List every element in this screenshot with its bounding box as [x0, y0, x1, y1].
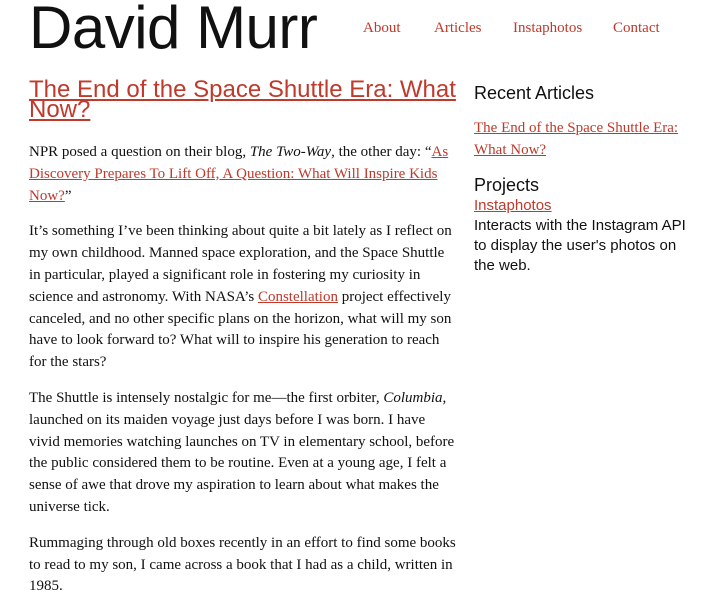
article-paragraph-4 — [29, 533, 459, 598]
p2-text-a: It’s something I’ve been thinking about quite a bit lately as I reflect on my own childhood. Manned space exploration, and the Space Shuttle in particular, played a significant role in fostering my curiosity in science and astronomy. With NASA’s — [29, 223, 452, 305]
npr-article-link[interactable]: As Discovery Prepares To Lift Off, A Question: What Will Inspire Kids Now? — [29, 144, 449, 204]
nav-about[interactable]: About — [363, 20, 401, 36]
p2-text-b: project effectively canceled, and no other specific plans on the horizon, what will my son have to look forward to? What will to inspire his generation to reach for the stars? — [29, 288, 452, 371]
projects-heading: Projects — [474, 174, 540, 195]
nav-instaphotos[interactable]: Instaphotos — [513, 20, 583, 36]
p1-blog-name: The Two-Way — [249, 144, 332, 160]
project-description: Interacts with the Instagram API to display the user's photos on the web. — [474, 216, 686, 274]
nav-articles[interactable]: Articles — [434, 20, 482, 36]
p3-columbia: Columbia — [383, 389, 443, 406]
p3-text-a: The Shuttle is intensely nostalgic for me—the first orbiter, — [29, 389, 384, 406]
recent-article-link[interactable]: The End of the Space Shuttle Era: What Now? — [474, 120, 679, 158]
nav-contact[interactable]: Contact — [613, 20, 660, 36]
article-paragraph-3 — [29, 388, 459, 519]
recent-articles-heading: Recent Articles — [474, 83, 595, 103]
p1-text-a: NPR posed a question on their blog, — [29, 144, 250, 160]
site-title[interactable]: David Murr — [29, 0, 318, 61]
p1-text-c: ” — [64, 187, 72, 204]
main-nav — [363, 20, 727, 40]
article-title-link[interactable]: The End of the Space Shuttle Era: What Now? — [29, 76, 456, 123]
article-title — [29, 76, 459, 123]
article — [29, 76, 459, 612]
p3-text-b: , launched on its maiden voyage just days before I was born. I have vivid memories watching launches on TV in elementary school, before the public considered them to be routine. Even at a young age, I felt a sense of awe that drove my aspiration to learn about what makes the universe tick. — [29, 389, 455, 515]
project-link-instaphotos[interactable]: Instaphotos — [474, 196, 552, 214]
p4-text-a: Rummaging through old boxes recently in an effort to find some books to read to my son, I came across a book that I had as a child, written in 1985. — [29, 534, 456, 595]
article-paragraph-2 — [29, 221, 459, 374]
constellation-link[interactable]: Constellation — [257, 288, 338, 305]
sidebar — [474, 82, 694, 276]
p1-text-b: , the other day: “ — [331, 144, 432, 160]
article-paragraph-1 — [29, 142, 459, 207]
